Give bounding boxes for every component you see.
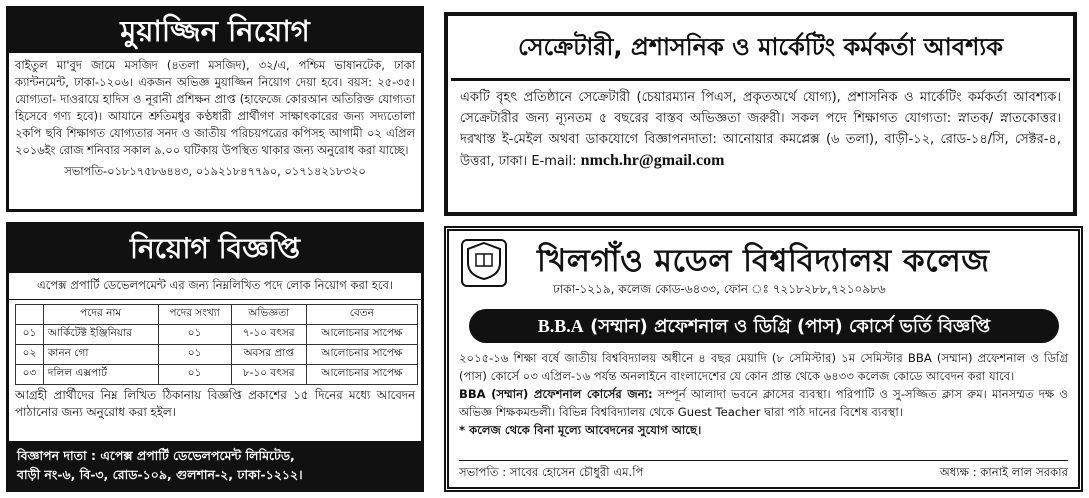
table-cell: অবসর প্রাপ্ত [231, 345, 306, 365]
president: সভাপতি : সাবের হোসেন চৌধুরী এম.পি [459, 465, 644, 479]
header-cell: অভিজ্ঞতা [231, 305, 306, 325]
ad-body: বাইতুল মা'বুদ জামে মসজিদ (৪তলা মসজিদ), ৩২/এ, পশ্চিম ভাষানটেক, ঢাকা ক্যান্টনমেন্ট, ঢাকা-১২০৬। একজন অভিজ্ঞ মুয়াজ্জিন নিয়োগ দেয়া হবে। বয়স: ২৫-৩৫। যোগ্যতা- দাওরায়ে হাদিস ও নূরানী প্রশিক্ষন প্রাপ্ত (হাফেজে কোরআন অতিরিক্ত যোগ্যতা হিসেবে গণ্য হবে)। আযানে শ্রুতিমধুর কণ্ঠধারী প্রার্থীগণ সাক্ষাৎকারের জন্য সদ্যতোলা ২কপি ছবি শিক্ষাগত যোগ্যতার সনদ ও জাতীয় পরিচয়পত্রের কপিসহ আগামী ০২ এপ্রিল ২০১৬ইং রোজ শনিবার সকাল ৯.০০ ঘটিকায় উপস্থিত থাকার জন্য অনুরোধ করা যাচ্ছে। [15, 58, 415, 157]
ad-body [448, 81, 1073, 178]
principal: অধ্যক্ষ : কানাই লাল সরকার [939, 465, 1068, 479]
table-row [16, 345, 418, 365]
table-cell: কানন গো [43, 345, 158, 365]
ad-body [459, 349, 1068, 439]
crest-icon [465, 241, 503, 281]
table-cell: ০৩ [16, 365, 44, 385]
ad-contact: সভাপতি-০১৮১৭৫৮৬৪৪৩, ০১৯২১৮৪৭৭৯০, ০১৭১৪২১৮৩২০ [64, 164, 366, 178]
paragraph-heading: BBA (সম্মান) প্রফেশনাল কোর্সের জন্য: [459, 387, 653, 401]
signatures [459, 460, 1068, 483]
advertiser-footer [9, 441, 421, 489]
table-header-row [16, 305, 418, 325]
ad-lead: এপেক্স প্রপার্টি ডেভেলপমেন্ট এর জন্য নিম্নলিখিত পদে লোক নিয়োগ করা হবে। [9, 273, 421, 300]
paragraph: ২০১৫-১৬ শিক্ষা বর্ষে জাতীয় বিশ্ববিদ্যালয় অধীনে ৪ বছর মেয়াদি (৮ সেমিস্টার) ১ম সেমিস্টার BBA (সম্মান) প্রফেশনাল ও ডিগ্রি (পাস) কোর্সে ০৩ এপ্রিল-১৬ পর্যন্ত অনলাইনে বাংলাদেশের যে কোন প্রান্ত থেকে ৬৪৩৩ কলেজ কোডে আবেদন করা যাবে। [459, 351, 1068, 383]
footer-line: বিজ্ঞাপন দাতা : এপেক্স প্রপার্টি ডেভেলপমেন্ট লিমিটেড, [17, 448, 295, 463]
college-name: খিলগাঁও মডেল বিশ্ববিদ্যালয় কলেজ [537, 243, 990, 279]
college-contact: ঢাকা-১২১৯, কলেজ কোড-৬৪৩৩, ফোন ঃ ৭২১৮২৮৮,৭২১০৯৮৬ [553, 282, 886, 296]
positions-table [15, 304, 418, 385]
email-link[interactable]: nmch.hr@gmail.com [580, 152, 725, 169]
footer-line: বাড়ী নং-৬, বি-৩, রোড-১০৯, গুলশান-২, ঢাকা-১২১২। [17, 467, 303, 482]
paragraph [459, 385, 1068, 421]
banner-bba: B.B.A [537, 316, 584, 336]
table-cell: ০১ [158, 345, 231, 365]
header-cell: পদের নাম [43, 305, 158, 325]
table-cell: আলোচনার সাপেক্ষ [306, 325, 417, 345]
ad-title: সেক্রেটারী, প্রশাসনিক ও মার্কেটিং কর্মকর্তা আবশ্যক [451, 16, 1070, 81]
ad-title: নিয়োগ বিজ্ঞপ্তি [9, 225, 421, 273]
table-row [16, 325, 418, 345]
email-label: E-mail: [531, 154, 577, 169]
ad-title: মুয়াজ্জিন নিয়োগ [9, 9, 421, 53]
table-cell: ০১ [158, 325, 231, 345]
table-cell: ৭-১০ বৎসর [231, 325, 306, 345]
table-cell: আর্কিটেক্ট ইঞ্জিনিয়ার [43, 325, 158, 345]
college-crest-icon [461, 239, 507, 287]
ad-body-text: একটি বৃহৎ প্রতিষ্ঠানে সেক্রেটারী (চেয়ারম্যান পিএস, প্রকৃতঅর্থে যোগ্য), প্রশাসনিক ও মার্কেটিং কর্মকর্তা আবশ্যক। সেক্রেটারীর জন্য ন্যূনতম ৫ বছরের বাস্তব অভিজ্ঞতা জরুরী। সকল পদে শিক্ষাগত যোগ্যতা: স্নাতক/ স্নাতকোত্তর। দরখাস্ত ই-মেইল অথবা ডাকযোগে বিজ্ঞাপনদাতা: আনোয়ার কমপ্লেক্স (৬ তলা), বাড়ী-১২, রোড-১৪/সি, সেক্টর-৪, উত্তরা, ঢাকা। [460, 90, 1061, 169]
apex-recruitment-ad [6, 222, 424, 492]
table-cell: আলোচনার সাপেক্ষ [306, 345, 417, 365]
table-cell: ০১ [16, 325, 44, 345]
table-cell: আলোচনার সাপেক্ষ [306, 365, 417, 385]
header-cell [16, 305, 44, 325]
secretary-recruitment-ad [444, 12, 1077, 216]
header-cell: বেতন [306, 305, 417, 325]
free-application-note: * কলেজ থেকে বিনা মূল্যে আবেদনের সুযোগ আছে। [459, 423, 702, 437]
table-row [16, 365, 418, 385]
table-cell: দলিল এক্সপার্ট [43, 365, 158, 385]
paragraph-text: সম্পূর্ন আলাদা ভবনে ক্লাসের ব্যবস্থা। পরিপাটি ও সু-সজ্জিত ক্লাস রুম। মানসম্মত দক্ষ ও অভিজ্ঞ শিক্ষকমন্ডলী। বিভিন্ন বিশ্ববিদ্যালয় থেকে Guest Teacher দ্বারা পাঠ দানের বিশেষ ব্যবস্থা। [459, 387, 1068, 419]
ad-note: আগ্রহী প্রার্থীদের নিম্ন লিখিত ঠিকানায় বিজ্ঞপ্তি প্রকাশের ১৫ দিনের মধ্যে আবেদন পাঠানোর জন্য অনুরোধ করা হইল। [15, 388, 415, 419]
muezzin-recruitment-ad [6, 6, 424, 212]
header-cell: পদের সংখ্যা [158, 305, 231, 325]
table-cell: ০১ [158, 365, 231, 385]
table-cell: ৮-১০ বৎসর [231, 365, 306, 385]
banner-text: (সম্মান) প্রফেশনাল ও ডিগ্রি (পাস) কোর্সে ভর্তি বিজ্ঞপ্তি [590, 316, 991, 337]
table-cell: ০২ [16, 345, 44, 365]
college-admission-ad [444, 226, 1083, 492]
admission-banner [469, 309, 1059, 343]
